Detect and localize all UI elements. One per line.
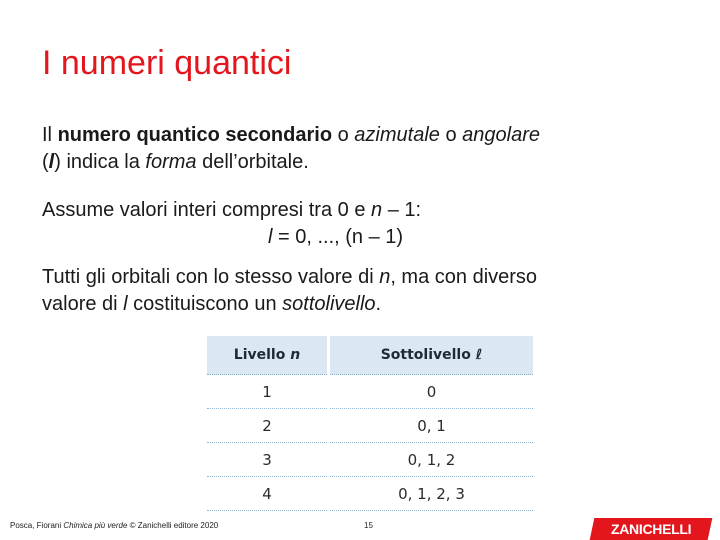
paragraph-secondary-quantum-number: Il numero quantico secondario o azimutale o angolare (l) indica la forma dell’orbitale. [42,124,540,173]
cell-sottolivello: 0, 1 [329,409,534,443]
table-row [207,409,533,443]
table-row [207,375,533,409]
sublevel-table [207,336,533,511]
cell-livello: 2 [207,409,329,443]
cell-sottolivello: 0, 1, 2 [329,443,534,477]
paragraph-sublevel: Tutti gli orbitali con lo stesso valore di n, ma con diverso valore di l costituiscono un sottolivello. [42,266,538,315]
cell-sottolivello: 0 [329,375,534,409]
table-row [207,477,533,511]
footer-credit: Posca, Fiorani Chimica più verde © Zanichelli editore 2020 [10,521,219,530]
paragraph-value-range: Assume valori interi compresi tra 0 e n – 1: l = 0, ..., (n – 1) [42,197,682,251]
table-header-row [207,336,533,375]
cell-livello: 1 [207,375,329,409]
cell-sottolivello: 0, 1, 2, 3 [329,477,534,511]
header-sottolivello: Sottolivello ℓ [329,336,534,375]
slide-title: I numeri quantici [42,44,292,82]
zanichelli-logo: ZANICHELLI [590,518,713,540]
cell-livello: 3 [207,443,329,477]
formula-l-range: l = 0, ..., (n – 1) [268,226,404,248]
page-number: 15 [364,521,373,530]
table-row [207,443,533,477]
cell-livello: 4 [207,477,329,511]
header-livello: Livello n [207,336,329,375]
